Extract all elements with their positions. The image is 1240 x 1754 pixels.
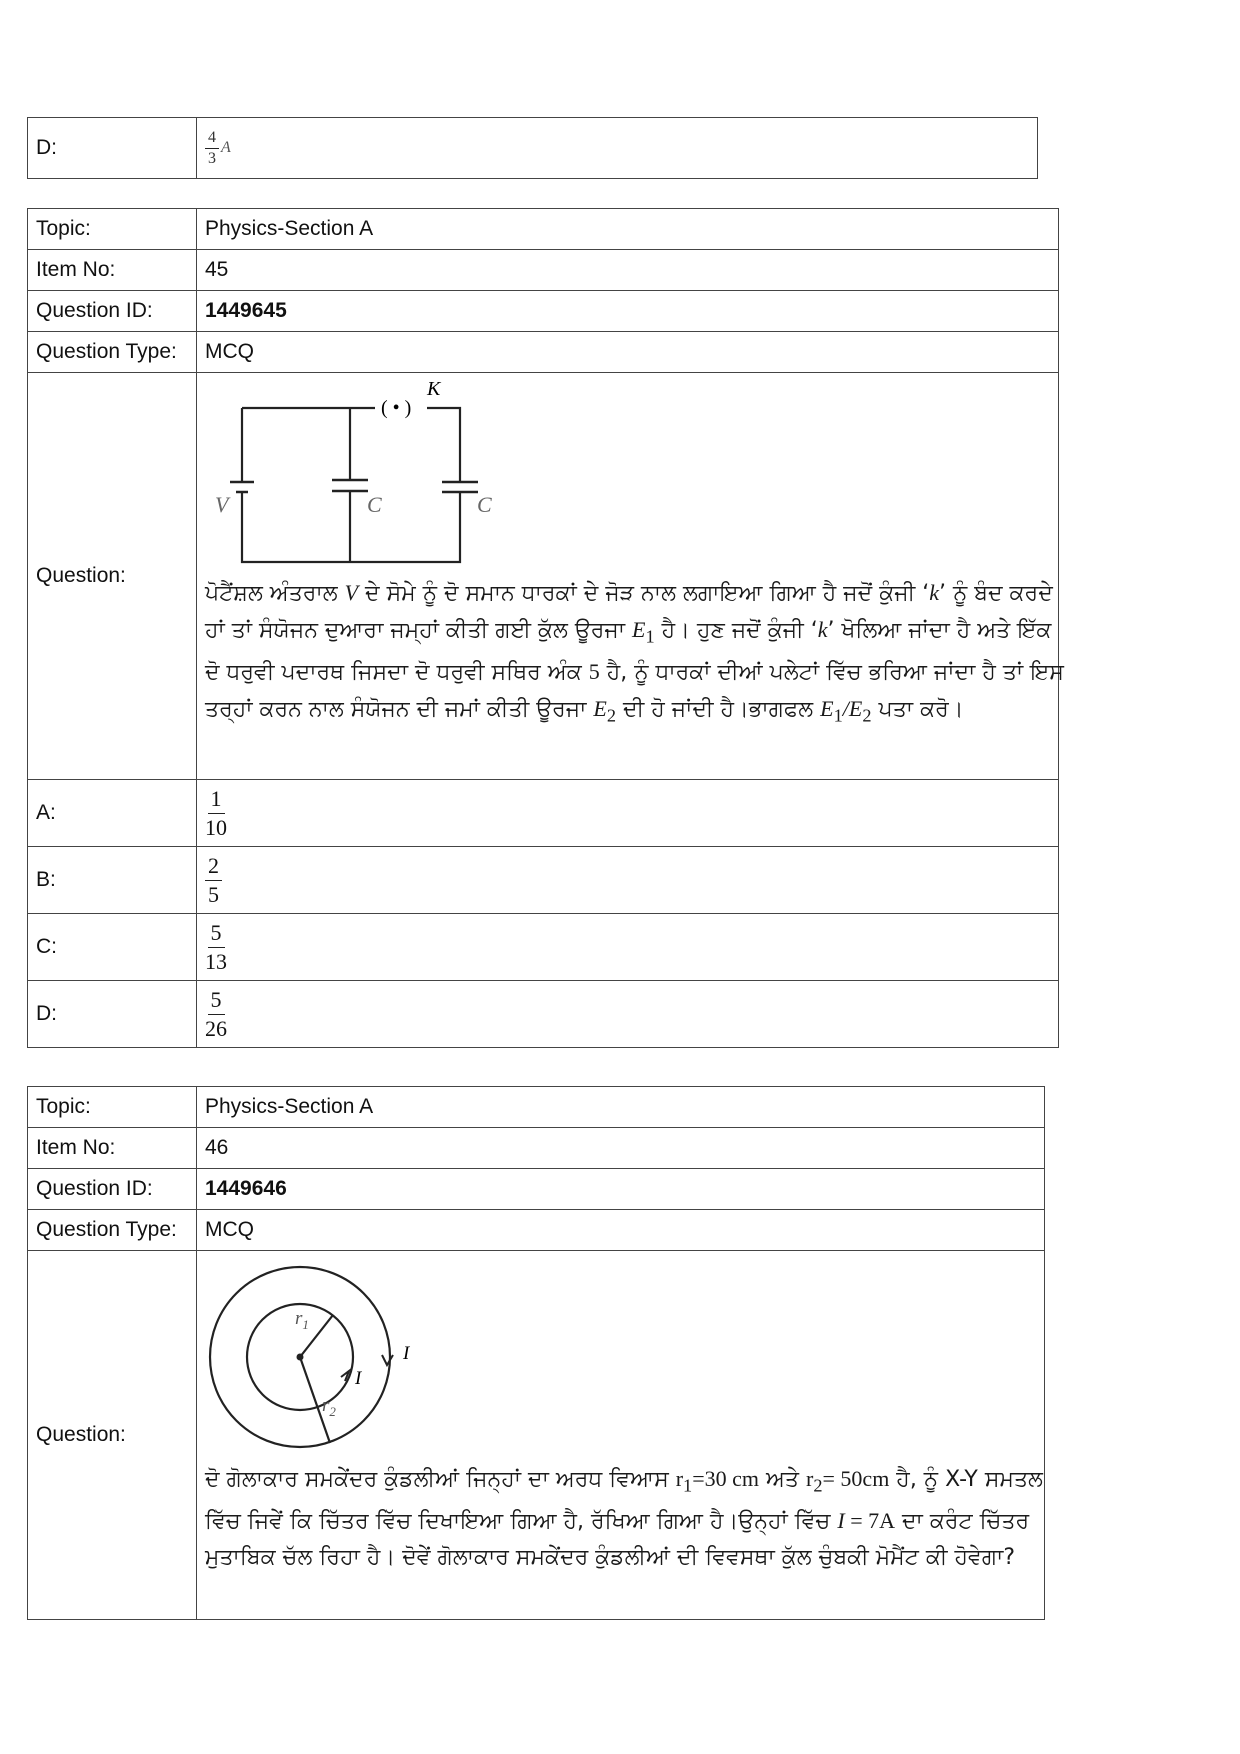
- capacitor-label-1: C: [367, 492, 382, 517]
- item-label: Item No:: [28, 250, 197, 291]
- switch-symbol: ( • ): [381, 397, 412, 419]
- question-id-label: Question ID:: [28, 291, 197, 332]
- option-value: $\frac{4}{3}$ A: [197, 118, 1038, 179]
- question-label: Question:: [28, 373, 197, 780]
- concentric-coils-diagram: [205, 1259, 445, 1455]
- circuit-diagram: [205, 377, 505, 569]
- topic-value: Physics-Section A: [197, 209, 1059, 250]
- current-label-outer: I: [403, 1343, 410, 1364]
- fraction: $\frac{2}{5}$: [205, 852, 222, 909]
- option-b-value: [197, 847, 1059, 914]
- option-b-label: B:: [28, 847, 197, 914]
- fraction: $\frac{5}{13}$: [205, 919, 227, 974]
- question-46-table: [27, 1086, 1045, 1620]
- option-a-value: [197, 780, 1059, 847]
- option-c-value: [197, 914, 1059, 981]
- topic-label: Topic:: [28, 1087, 197, 1128]
- question-type-label: Question Type:: [28, 332, 197, 373]
- source-label: V: [215, 492, 229, 517]
- question-body: [197, 1251, 1045, 1620]
- question-body: [197, 373, 1064, 780]
- option-d-value: [197, 981, 1059, 1048]
- item-label: Item No:: [28, 1128, 197, 1169]
- question-id-value: 1449646: [197, 1169, 1045, 1210]
- topic-value: Physics-Section A: [197, 1087, 1045, 1128]
- option-c-label: C:: [28, 914, 197, 981]
- question-id-label: Question ID:: [28, 1169, 197, 1210]
- radius-label-r2: $r_2$: [322, 1395, 336, 1419]
- question-type-value: MCQ: [197, 1210, 1045, 1251]
- question-45-table: [27, 208, 1064, 1048]
- question-label: Question:: [28, 1251, 197, 1620]
- current-label-inner: I: [355, 1368, 362, 1389]
- question-type-label: Question Type:: [28, 1210, 197, 1251]
- question-text: ਦੋ ਗੋਲਾਕਾਰ ਸਮਕੇਂਦਰ ਕੁੰਡਲੀਆਂ ਜਿਨ੍ਹਾਂ ਦਾ ਅਰਧ ਵਿਆਸ $r_1=30$ cm ਅਤੇ $r_2= 50cm$ ਹੈ, ਨੂੰ X-Y ਸਮਤਲ ਵਿੱਚ ਜਿਵੇਂ ਕਿ ਚਿੱਤਰ ਵਿੱਚ ਦਿਖਾਇਆ ਗਿਆ ਹੈ, ਰੱਖਿਆ ਗਿਆ ਹੈ।ਉਨ੍ਹਾਂ ਵਿੱਚ I = 7A ਦਾ ਕਰੰਟ ਚਿੱਤਰ ਮੁਤਾਬਿਕ ਚੱਲ ਰਿਹਾ ਹੈ। ਦੋਵੇਂ ਗੋਲਾਕਾਰ ਸਮਕੇਂਦਰ ਕੁੰਡਲੀਆਂ ਦੀ ਵਿਵਸਥਾ ਕੁੱਲ ਚੁੰਬਕੀ ਮੋਮੈਂਟ ਕੀ ਹੋਵੇਗਾ?: [205, 1466, 1043, 1571]
- option-d-label: D:: [28, 981, 197, 1048]
- radius-label-r1: $r_1$: [295, 1308, 309, 1332]
- key-label: K: [427, 378, 441, 400]
- question-id-value: 1449645: [197, 291, 1059, 332]
- prev-option-table: [27, 117, 1038, 179]
- item-value: 45: [197, 250, 1059, 291]
- question-text: ਪੋਟੈਂਸ਼ਲ ਅੰਤਰਾਲ V ਦੇ ਸੋਮੇ ਨੂੰ ਦੋ ਸਮਾਨ ਧਾਰਕਾਂ ਦੇ ਜੋੜ ਨਾਲ ਲਗਾਇਆ ਗਿਆ ਹੈ ਜਦੋਂ ਕੁੰਜੀ ‘k’ ਨੂੰ ਬੰਦ ਕਰਦੇ ਹਾਂ ਤਾਂ ਸੰਯੋਜਨ ਦੁਆਰਾ ਜਮ੍ਹਾਂ ਕੀਤੀ ਗਈ ਕੁੱਲ ਊਰਜਾ $E_1$ ਹੈ। ਹੁਣ ਜਦੋਂ ਕੁੰਜੀ ‘k’ ਖੋਲਿਆ ਜਾਂਦਾ ਹੈ ਅਤੇ ਇੱਕ ਦੋ ਧਰੁਵੀ ਪਦਾਰਥ ਜਿਸਦਾ ਦੋ ਧਰੁਵੀ ਸਥਿਰ ਅੰਕ 5 ਹੈ, ਨੂੰ ਧਾਰਕਾਂ ਦੀਆਂ ਪਲੇਟਾਂ ਵਿੱਚ ਭਰਿਆ ਜਾਂਦਾ ਹੈ ਤਾਂ ਇਸ ਤਰ੍ਹਾਂ ਕਰਨ ਨਾਲ ਸੰਯੋਜਨ ਦੀ ਜਮਾਂ ਕੀਤੀ ਊਰਜਾ $E_2$ ਦੀ ਹੋ ਜਾਂਦੀ ਹੈ।ਭਾਗਫਲ $E_1/E_2$ ਪਤਾ ਕਰੋ।: [205, 580, 1064, 726]
- option-a-label: A:: [28, 780, 197, 847]
- option-label: D:: [28, 118, 197, 179]
- question-type-value: MCQ: [197, 332, 1059, 373]
- topic-label: Topic:: [28, 209, 197, 250]
- item-value: 46: [197, 1128, 1045, 1169]
- fraction: $\frac{5}{26}$: [205, 986, 227, 1041]
- fraction: $\frac{4}{3}$: [205, 128, 219, 169]
- capacitor-label-2: C: [477, 492, 492, 517]
- fraction: $\frac{1}{10}$: [205, 785, 227, 840]
